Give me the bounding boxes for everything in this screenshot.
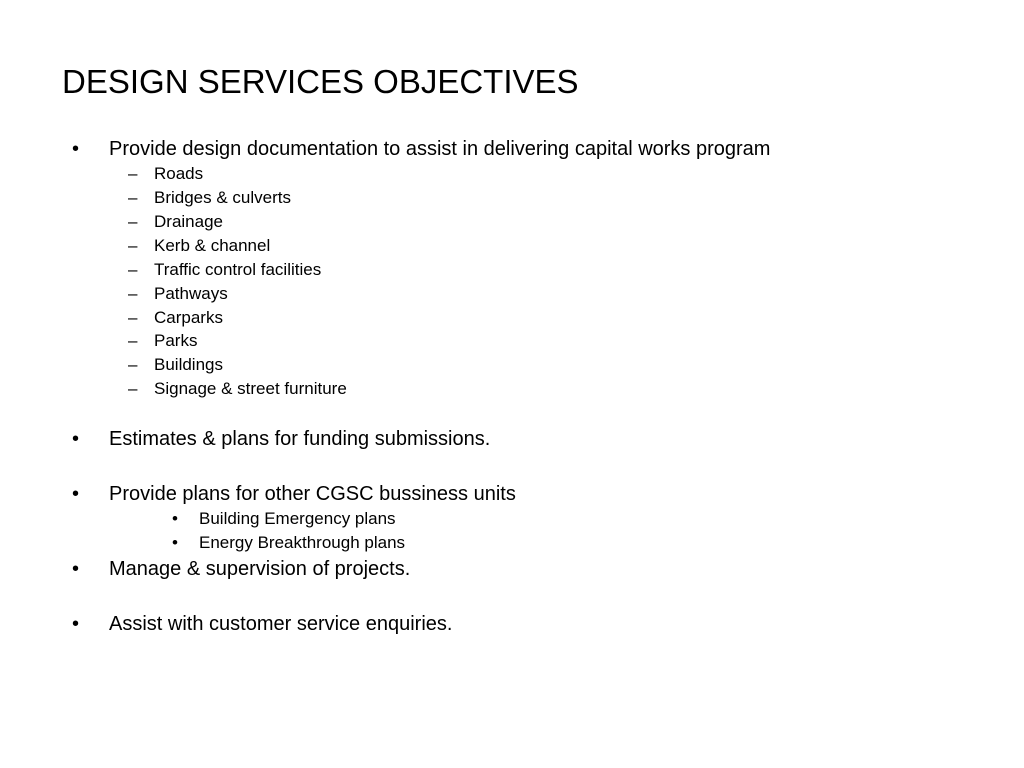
- sub-item-text: Traffic control facilities: [154, 260, 322, 279]
- bullet-text: Provide plans for other CGSC bussiness units: [109, 483, 516, 505]
- dash-marker: –: [128, 308, 138, 327]
- bullet-marker: •: [172, 533, 178, 552]
- sub-item-text: Roads: [154, 164, 204, 183]
- sub-item-text: Kerb & channel: [154, 236, 271, 255]
- bullet-marker: •: [72, 428, 80, 450]
- sub-item-text: Bridges & culverts: [154, 188, 291, 207]
- dash-marker: –: [128, 284, 138, 303]
- bullet-marker: •: [72, 138, 80, 160]
- bullet-marker: •: [72, 558, 80, 580]
- sub-item-text: Buildings: [154, 355, 223, 374]
- bullet-text: Estimates & plans for funding submissions.: [109, 428, 491, 450]
- sub-item-text: Signage & street furniture: [154, 379, 347, 398]
- dash-marker: –: [128, 331, 138, 350]
- dash-marker: –: [128, 379, 138, 398]
- bullet-text: Assist with customer service enquiries.: [109, 613, 453, 635]
- dash-marker: –: [128, 260, 138, 279]
- sub-item-text: Pathways: [154, 284, 228, 303]
- dash-marker: –: [128, 212, 138, 231]
- sub-item-text: Drainage: [154, 212, 223, 231]
- sub-item-text: Carparks: [154, 308, 223, 327]
- dash-marker: –: [128, 236, 138, 255]
- bullet-text: Provide design documentation to assist in delivering capital works program: [109, 138, 771, 160]
- dash-marker: –: [128, 164, 138, 183]
- sub-item-text: Building Emergency plans: [199, 509, 396, 528]
- bullet-marker: •: [172, 509, 178, 528]
- bullet-marker: •: [72, 613, 80, 635]
- bullet-text: Manage & supervision of projects.: [109, 558, 411, 580]
- sub-item-text: Energy Breakthrough plans: [199, 533, 406, 552]
- bullet-marker: •: [72, 483, 80, 505]
- slide-title: DESIGN SERVICES OBJECTIVES: [62, 63, 579, 100]
- dash-marker: –: [128, 355, 138, 374]
- sub-item-text: Parks: [154, 331, 198, 350]
- dash-marker: –: [128, 188, 138, 207]
